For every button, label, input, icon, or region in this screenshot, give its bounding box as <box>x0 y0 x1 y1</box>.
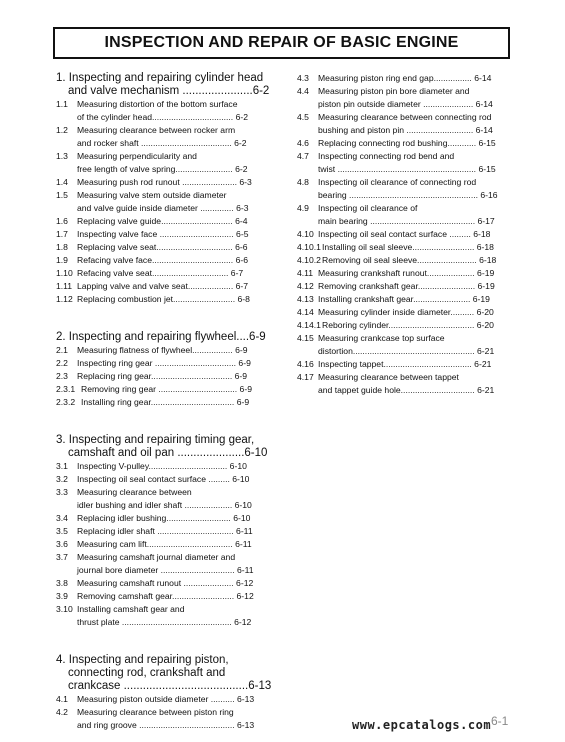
toc-entry <box>56 293 266 306</box>
toc-entry-number: 1.11 <box>56 281 73 291</box>
toc-entry <box>56 383 266 396</box>
toc-entry-number: 4.1 <box>56 694 68 704</box>
toc-entry-line: thrust plate .............................................. 6-12 <box>77 617 252 627</box>
toc-entry <box>56 396 266 409</box>
section-heading-line: 1. Inspecting and repairing cylinder head <box>56 72 264 84</box>
toc-entry-number: 2.1 <box>56 345 68 355</box>
toc-entry-number: 4.6 <box>297 138 309 148</box>
toc-entry <box>56 215 266 228</box>
toc-entry <box>56 706 266 732</box>
toc-entry-line: Measuring crankshaft runout.................... 6-19 <box>318 268 495 278</box>
toc-entry-number: 4.14.1 <box>297 320 321 330</box>
toc-entry <box>56 590 266 603</box>
toc-entry-number: 3.10 <box>56 604 73 614</box>
toc-entry-line: Replacing connecting rod bushing............ 6-15 <box>318 138 496 148</box>
toc-entry-line: Measuring cylinder inside diameter.......... 6-20 <box>318 307 494 317</box>
toc-entry-number: 3.9 <box>56 591 68 601</box>
toc-entry <box>56 241 266 254</box>
toc-entry-line: Measuring clearance between piston ring <box>77 707 234 717</box>
toc-entry-line: Replacing idler shaft ................................ 6-11 <box>77 526 253 536</box>
toc-left-column <box>56 72 272 732</box>
toc-entry-line: main bearing ............................................ 6-17 <box>318 216 495 226</box>
section-heading-line: 3. Inspecting and repairing timing gear, <box>56 434 255 446</box>
toc-entry-line: Installing camshaft gear and <box>77 604 185 614</box>
toc-entry-line: Replacing idler bushing........................... 6-10 <box>77 513 251 523</box>
toc-entry <box>56 538 266 551</box>
toc-entry <box>297 202 509 228</box>
toc-entry-number: 1.7 <box>56 229 68 239</box>
section-heading-line: connecting rod, crankshaft and <box>68 667 226 679</box>
toc-entry <box>297 111 509 137</box>
toc-entry <box>56 176 266 189</box>
toc-entry-line: Installing oil seal sleeve.......................... 6-18 <box>322 242 494 252</box>
toc-entry-number: 4.9 <box>297 203 309 213</box>
toc-entry-line: Measuring piston pin bore diameter and <box>318 86 470 96</box>
toc-entry <box>297 85 509 111</box>
toc-entry-line: Measuring clearance between rocker arm <box>77 125 236 135</box>
toc-entry-number: 1.8 <box>56 242 68 252</box>
toc-entry <box>56 486 266 512</box>
toc-entry-line: and ring groove ........................................ 6-13 <box>77 720 255 730</box>
toc-entry-line: Removing oil seal sleeve......................... 6-18 <box>322 255 497 265</box>
toc-entry-number: 4.16 <box>297 359 314 369</box>
toc-entry <box>297 306 509 319</box>
toc-entry-line: Measuring cam lift.................................... 6-11 <box>77 539 252 549</box>
footer-page-number: 6-1 <box>491 714 509 728</box>
toc-entry-number: 4.11 <box>297 268 314 278</box>
toc-entry <box>56 693 266 706</box>
toc-entry-line: Refacing valve seat................................ 6-7 <box>77 268 244 278</box>
toc-entry-line: Measuring clearance between connecting rod <box>318 112 492 122</box>
toc-entry <box>56 124 266 150</box>
toc-entry-line: Reboring cylinder.................................... 6-20 <box>322 320 494 330</box>
toc-entry-number: 3.5 <box>56 526 68 536</box>
toc-entry-line: Removing camshaft gear.......................... 6-12 <box>77 591 254 601</box>
toc-entry-line: Installing crankshaft gear........................ 6-19 <box>318 294 490 304</box>
toc-entry-number: 4.14 <box>297 307 314 317</box>
toc-entry <box>56 228 266 241</box>
toc-entry <box>56 577 266 590</box>
toc-entry-number: 1.10 <box>56 268 73 278</box>
toc-entry <box>56 150 266 176</box>
toc-entry-line: Measuring push rod runout ....................... 6-3 <box>77 177 252 187</box>
toc-entry-number: 3.1 <box>56 461 68 471</box>
toc-entry-line: bushing and piston pin ............................ 6-14 <box>318 125 493 135</box>
toc-entry-line: and rocker shaft ...................................... 6-2 <box>77 138 247 148</box>
toc-entry-line: Installing ring gear................................... 6-9 <box>81 397 250 407</box>
toc-entry-number: 4.15 <box>297 333 314 343</box>
toc-entry-number: 4.10.2 <box>297 255 321 265</box>
toc-entry-number: 1.9 <box>56 255 68 265</box>
toc-entry-number: 3.4 <box>56 513 68 523</box>
toc-entry-line: Refacing valve face.................................. 6-6 <box>77 255 248 265</box>
toc-entry-number: 4.10 <box>297 229 314 239</box>
toc-entry-number: 4.10.1 <box>297 242 321 252</box>
toc-entry-number: 4.3 <box>297 73 309 83</box>
toc-entry <box>56 370 266 383</box>
toc-entry-line: Replacing valve seat................................ 6-6 <box>77 242 248 252</box>
toc-entry-line: journal bore diameter ............................... 6-11 <box>77 565 254 575</box>
toc-entry-number: 1.6 <box>56 216 68 226</box>
toc-entry <box>56 98 266 124</box>
toc-entry <box>297 254 509 267</box>
toc-entry-line: Measuring distortion of the bottom surface <box>77 99 238 109</box>
toc-entry <box>297 358 509 371</box>
toc-entry-line: Inspecting connecting rod bend and <box>318 151 455 161</box>
section-heading-line: 2. Inspecting and repairing flywheel....6-9 <box>56 331 266 343</box>
toc-entry <box>297 332 509 358</box>
toc-entry-number: 1.3 <box>56 151 68 161</box>
toc-entry-number: 3.2 <box>56 474 68 484</box>
section-heading-line: 4. Inspecting and repairing piston, <box>56 654 229 666</box>
toc-entry-line: Inspecting oil clearance of connecting rod <box>318 177 477 187</box>
toc-entry <box>56 344 266 357</box>
toc-entry-number: 2.3.1 <box>56 384 76 394</box>
toc-entry <box>297 241 509 254</box>
toc-entry <box>56 267 266 280</box>
toc-entry-number: 1.12 <box>56 294 73 304</box>
toc-entry-number: 4.17 <box>297 372 314 382</box>
section-heading <box>56 434 266 460</box>
toc-entry-line: Inspecting oil seal contact surface ......... 6-10 <box>77 474 250 484</box>
toc-entry-number: 1.2 <box>56 125 68 135</box>
toc-entry <box>56 357 266 370</box>
toc-entry-line: of the cylinder head.................................. 6-2 <box>77 112 248 122</box>
toc-entry-line: Inspecting ring gear .................................. 6-9 <box>77 358 251 368</box>
toc-entry <box>56 189 266 215</box>
toc-entry <box>56 460 266 473</box>
toc-entry-number: 4.5 <box>297 112 309 122</box>
toc-entry-line: Measuring flatness of flywheel................. 6-9 <box>77 345 248 355</box>
toc-entry-line: Lapping valve and valve seat................... 6-7 <box>77 281 249 291</box>
toc-entry <box>56 280 266 293</box>
toc-entry <box>297 280 509 293</box>
toc-entry-number: 4.4 <box>297 86 309 96</box>
section-heading <box>56 331 266 344</box>
toc-entry-line: Replacing combustion jet.......................... 6-8 <box>77 294 250 304</box>
toc-entry <box>56 254 266 267</box>
section-heading-line: crankcase .......................................6-13 <box>68 680 272 692</box>
toc-entry-line: Replacing valve guide.............................. 6-4 <box>77 216 248 226</box>
section-heading-line: camshaft and oil pan .....................6-10 <box>68 447 268 459</box>
section-heading-line: and valve mechanism ......................6-2 <box>68 85 270 97</box>
toc-entry-number: 2.3 <box>56 371 68 381</box>
toc-entry-line: Inspecting oil seal contact surface ......... 6-18 <box>318 229 491 239</box>
toc-entry-number: 1.4 <box>56 177 68 187</box>
title-box <box>53 27 510 59</box>
toc-entry-number: 4.2 <box>56 707 68 717</box>
toc-entry-line: Measuring camshaft runout ..................... 6-12 <box>77 578 254 588</box>
toc-entry-number: 4.13 <box>297 294 314 304</box>
toc-entry-line: Removing ring gear ................................. 6-9 <box>81 384 252 394</box>
toc-entry-line: piston pin outside diameter ..................... 6-14 <box>318 99 493 109</box>
toc-entry <box>297 319 509 332</box>
toc-entry <box>297 371 509 397</box>
toc-entry <box>297 137 509 150</box>
toc-entry-line: free length of valve spring........................ 6-2 <box>77 164 248 174</box>
toc-entry-line: Inspecting valve face ............................... 6-5 <box>77 229 249 239</box>
toc-entry-line: distortion................................................... 6-21 <box>318 346 495 356</box>
toc-entry-line: Measuring camshaft journal diameter and <box>77 552 236 562</box>
toc-entry <box>56 512 266 525</box>
toc-entry <box>56 603 266 629</box>
toc-entry-line: Measuring piston ring end gap................ 6-14 <box>318 73 492 83</box>
toc-entry-line: idler bushing and idler shaft .................... 6-10 <box>77 500 252 510</box>
toc-entry-number: 4.7 <box>297 151 309 161</box>
toc-entry-line: Measuring clearance between <box>77 487 192 497</box>
toc-entry-line: Removing crankshaft gear........................ 6-19 <box>318 281 495 291</box>
toc-entry-line: Measuring valve stem outside diameter <box>77 190 227 200</box>
toc-entry-number: 2.3.2 <box>56 397 76 407</box>
toc-entry-number: 3.6 <box>56 539 68 549</box>
toc-entry-line: Measuring piston outside diameter .......... 6-13 <box>77 694 255 704</box>
toc-entry <box>297 176 509 202</box>
toc-entry <box>56 473 266 486</box>
toc-entry-line: Measuring crankcase top surface <box>318 333 445 343</box>
toc-entry-line: Inspecting tappet..................................... 6-21 <box>318 359 492 369</box>
toc-entry-number: 4.12 <box>297 281 314 291</box>
toc-right-column <box>297 72 509 397</box>
toc-entry <box>297 228 509 241</box>
toc-entry <box>297 72 509 85</box>
toc-entry-number: 3.8 <box>56 578 68 588</box>
toc-entry <box>297 150 509 176</box>
toc-entry-line: Inspecting V-pulley................................. 6-10 <box>77 461 247 471</box>
toc-entry-number: 3.7 <box>56 552 68 562</box>
toc-entry-line: Inspecting oil clearance of <box>318 203 418 213</box>
toc-entry <box>297 267 509 280</box>
page-title: INSPECTION AND REPAIR OF BASIC ENGINE <box>104 34 459 51</box>
toc-entry-number: 1.1 <box>56 99 68 109</box>
toc-entry-number: 4.8 <box>297 177 309 187</box>
toc-entry-line: bearing ...................................................... 6-16 <box>318 190 498 200</box>
toc-entry-number: 3.3 <box>56 487 68 497</box>
toc-entry <box>56 551 266 577</box>
section-heading <box>56 654 272 693</box>
section-heading <box>56 72 270 98</box>
toc-entry-line: Replacing ring gear.................................. 6-9 <box>77 371 248 381</box>
toc-entry-number: 1.5 <box>56 190 68 200</box>
footer-watermark-url: www.epcatalogs.com <box>352 718 492 732</box>
toc-entry-line: and valve guide inside diameter .............. 6-3 <box>77 203 249 213</box>
toc-entry-number: 2.2 <box>56 358 68 368</box>
toc-entry <box>56 525 266 538</box>
toc-entry <box>297 293 509 306</box>
toc-entry-line: twist .......................................................... 6-15 <box>318 164 496 174</box>
toc-entry-line: Measuring clearance between tappet <box>318 372 459 382</box>
toc-entry-line: and tappet guide hole............................... 6-21 <box>318 385 495 395</box>
toc-entry-line: Measuring perpendicularity and <box>77 151 197 161</box>
